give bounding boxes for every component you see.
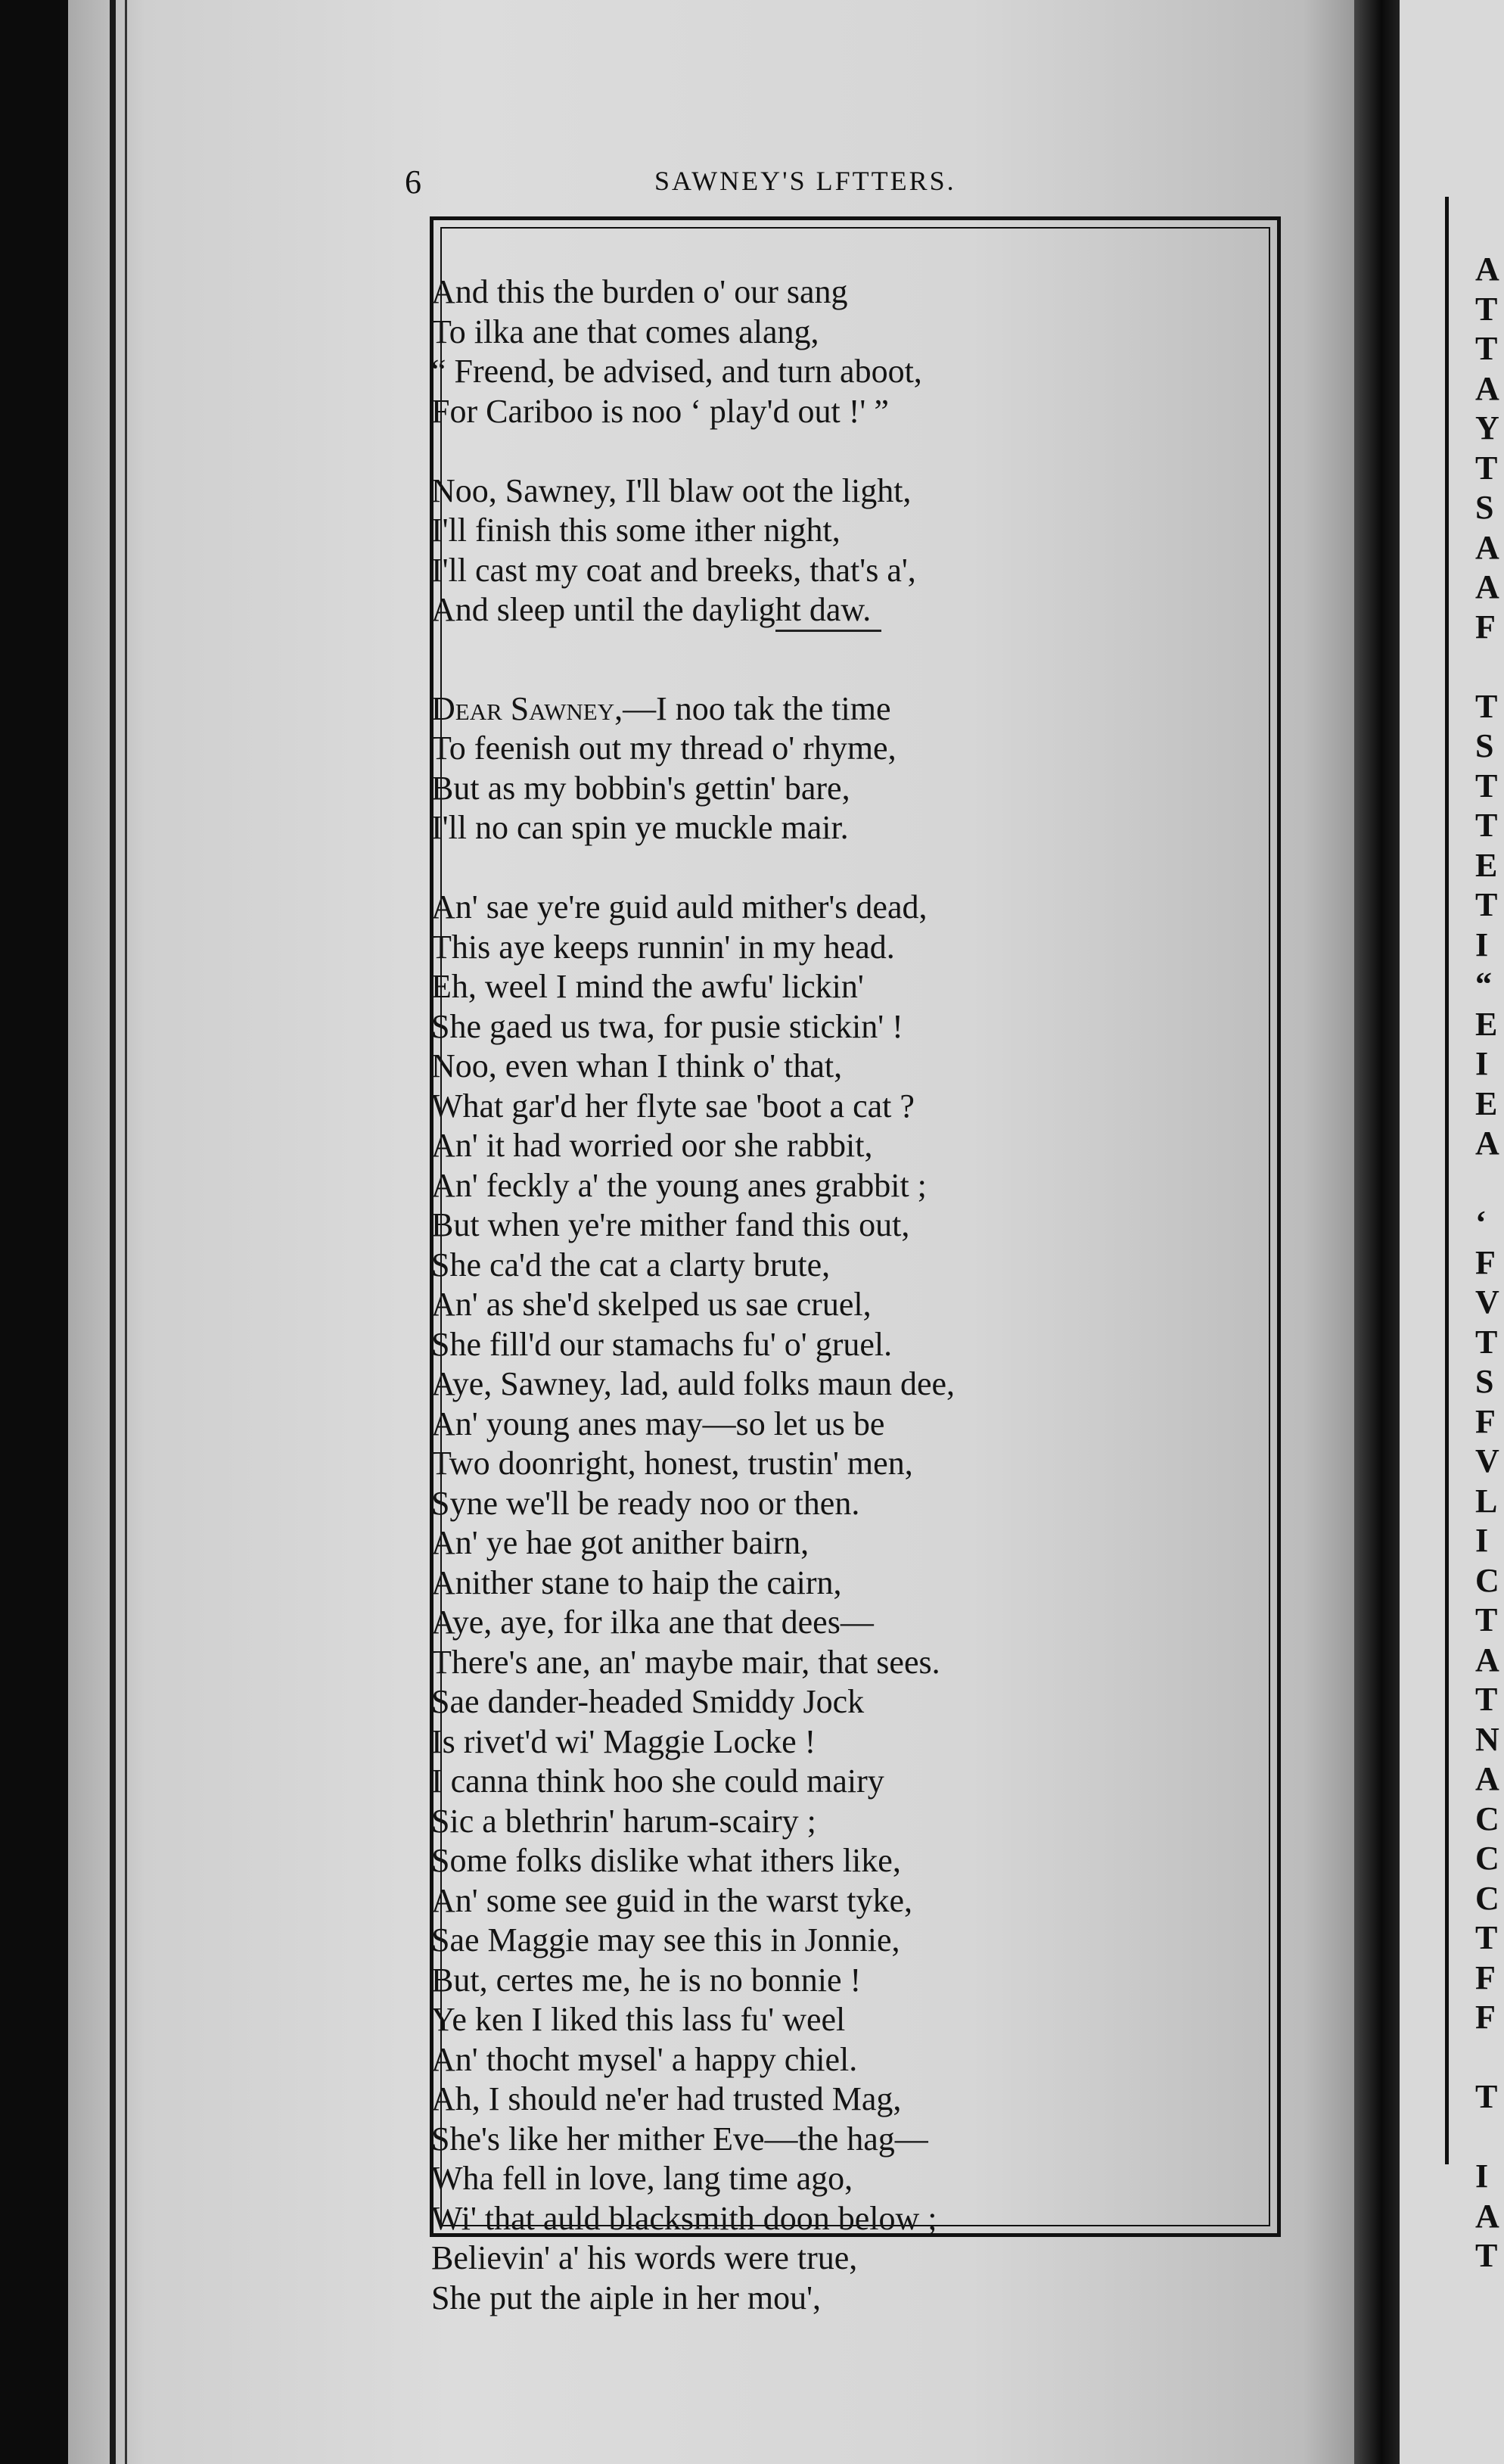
verse-line: An' some see guid in the warst tyke, (431, 1881, 913, 1919)
book-gutter (1354, 0, 1400, 2464)
facing-page-letter: T (1475, 2237, 1498, 2274)
poem-body (431, 272, 1263, 2318)
page-number: 6 (405, 163, 421, 201)
facing-page-letter: V (1475, 1442, 1499, 1479)
facing-page-letter: S (1475, 489, 1494, 526)
verse-line: She put the aiple in her mou', (431, 2279, 822, 2316)
facing-page-letter: ‘ (1475, 1204, 1487, 1241)
verse-line: Sae Maggie may see this in Jonnie, (431, 1921, 900, 1958)
verse-line: An' sae ye're guid auld mither's dead, (431, 888, 928, 926)
facing-page-letter: T (1475, 1919, 1498, 1956)
facing-page-letter: A (1475, 250, 1499, 288)
page-edge-rule-inner (125, 0, 127, 2464)
verse-line: Some folks dislike what ithers like, (431, 1842, 901, 1879)
facing-page-letter: I (1475, 2158, 1489, 2195)
facing-page-letter: C (1475, 1840, 1499, 1877)
verse-line: There's ane, an' maybe mair, that sees. (431, 1643, 940, 1681)
verse-line: But, certes me, he is no bonnie ! (431, 1961, 862, 1999)
page-edge-rule (110, 0, 116, 2464)
facing-page-letter: S (1475, 1363, 1494, 1400)
verse-line: Noo, Sawney, I'll blaw oot the light, (431, 471, 912, 509)
stanza-3 (431, 689, 1263, 848)
verse-line: She gaed us twa, for pusie stickin' ! (431, 1007, 903, 1045)
facing-page-letter: T (1475, 449, 1498, 487)
facing-page-letter: E (1475, 1084, 1498, 1122)
stanza-2 (431, 471, 1263, 630)
verse-line: I'll no can spin ye muckle mair. (431, 809, 849, 846)
stanza-1 (431, 272, 1263, 431)
verse-line: I'll finish this some ither night, (431, 512, 841, 549)
facing-page-letter: F (1475, 1243, 1496, 1281)
facing-page-letter: C (1475, 1561, 1499, 1599)
verse-line: An' feckly a' the young anes grabbit ; (431, 1166, 927, 1204)
verse-line: And sleep until the daylight daw. (431, 591, 872, 628)
verse-line: An' ye hae got anither bairn, (431, 1524, 809, 1561)
facing-page-letter: F (1475, 608, 1496, 646)
verse-line: Noo, even whan I think o' that, (431, 1047, 843, 1084)
facing-page-letter: T (1475, 2078, 1498, 2115)
verse-line: Wi' that auld blacksmith doon below ; (431, 2199, 937, 2237)
facing-page-letter: T (1475, 807, 1498, 844)
verse-line: But when ye're mither fand this out, (431, 1206, 910, 1243)
verse-line: Syne we'll be ready noo or then. (431, 1484, 860, 1522)
facing-page-letter: T (1475, 767, 1498, 804)
facing-page-letter: T (1475, 886, 1498, 923)
section-divider (775, 630, 881, 632)
verse-line: This aye keeps runnin' in my head. (431, 928, 895, 966)
facing-page-cropped-text (1475, 250, 1504, 2276)
facing-page-letter: N (1475, 1720, 1499, 1758)
facing-page-letter: A (1475, 2197, 1499, 2235)
verse-line: She fill'd our stamachs fu' o' gruel. (431, 1325, 893, 1363)
verse-line: To feenish out my thread o' rhyme, (431, 730, 896, 767)
facing-page-letter: T (1475, 1323, 1498, 1361)
facing-page-letter: T (1475, 1681, 1498, 1718)
verse-line: An' it had worried oor she rabbit, (431, 1127, 873, 1164)
verse-line: Aye, Sawney, lad, auld folks maun dee, (431, 1365, 956, 1402)
facing-page-letter: T (1475, 290, 1498, 328)
verse-line: Is rivet'd wi' Maggie Locke ! (431, 1722, 816, 1760)
verse-line: To ilka ane that comes alang, (431, 313, 819, 350)
facing-page-letter: T (1475, 1601, 1498, 1638)
facing-page-letter: C (1475, 1879, 1499, 1917)
facing-page-letter: “ (1475, 966, 1492, 1003)
facing-page-letter: A (1475, 1125, 1499, 1162)
letter-opening-line (431, 689, 1263, 730)
verse-line: Eh, weel I mind the awfu' lickin' (431, 968, 864, 1005)
facing-page-letter: A (1475, 1760, 1499, 1797)
facing-page-letter (1475, 2038, 1504, 2078)
facing-page-border (1445, 197, 1449, 2164)
verse-line: I canna think hoo she could mairy (431, 1762, 884, 1800)
facing-page-letter: A (1475, 1641, 1499, 1678)
verse-line: For Cariboo is noo ‘ play'd out !' ” (431, 392, 889, 430)
verse-line: Wha fell in love, lang time ago, (431, 2160, 853, 2197)
facing-page-letter: T (1475, 330, 1498, 367)
verse-line: She's like her mither Eve—the hag— (431, 2120, 928, 2158)
verse-line: “ Freend, be advised, and turn aboot, (431, 353, 922, 390)
facing-page-letter (1475, 2117, 1504, 2158)
verse-line: I'll cast my coat and breeks, that's a', (431, 551, 916, 589)
verse-line: Believin' a' his words were true, (431, 2239, 858, 2276)
verse-line: Ah, I should ne'er had trusted Mag, (431, 2080, 902, 2117)
facing-page-letter (1475, 647, 1504, 687)
verse-line: Anither stane to haip the cairn, (431, 1563, 842, 1601)
facing-page-letter: V (1475, 1283, 1499, 1321)
verse-line: What gar'd her flyte sae 'boot a cat ? (431, 1087, 915, 1125)
facing-page-letter: I (1475, 926, 1489, 963)
verse-line: Sae dander-headed Smiddy Jock (431, 1683, 865, 1720)
verse-line: An' as she'd skelped us sae cruel, (431, 1286, 872, 1323)
verse-line: Sic a blethrin' harum-scairy ; (431, 1802, 816, 1840)
facing-page-letter: I (1475, 1045, 1489, 1082)
verse-line: Aye, aye, for ilka ane that dees— (431, 1604, 874, 1641)
verse-line: Two doonright, honest, trustin' men, (431, 1445, 913, 1482)
verse-line: Ye ken I liked this lass fu' weel (431, 2001, 846, 2038)
verse-line: But as my bobbin's gettin' bare, (431, 769, 850, 807)
facing-page-letter: F (1475, 1402, 1496, 1440)
verse-line: An' thocht mysel' a happy chiel. (431, 2040, 858, 2078)
stanza-4 (431, 888, 1263, 2318)
facing-page-letter: T (1475, 687, 1498, 725)
running-head: SAWNEY'S LFTTERS. (654, 166, 956, 196)
facing-page-letter: I (1475, 1522, 1489, 1559)
facing-page-letter: F (1475, 1999, 1496, 2036)
verse-line: And this the burden o' our sang (431, 273, 848, 310)
salutation-continuation: —I noo tak the time (623, 689, 891, 727)
facing-page-letter (1475, 1164, 1504, 1204)
verse-line: An' young anes may—so let us be (431, 1405, 885, 1442)
facing-page-letter: L (1475, 1482, 1498, 1520)
facing-page-letter: Y (1475, 409, 1499, 446)
facing-page-letter: A (1475, 369, 1499, 407)
facing-page-letter: E (1475, 1005, 1498, 1043)
facing-page-letter: F (1475, 1958, 1496, 1996)
verse-line: She ca'd the cat a clarty brute, (431, 1246, 831, 1283)
facing-page-letter: E (1475, 846, 1498, 884)
facing-page-letter: A (1475, 568, 1499, 605)
salutation: Dear Sawney, (431, 689, 623, 727)
facing-page-letter: S (1475, 727, 1494, 764)
facing-page-letter: C (1475, 1800, 1499, 1837)
facing-page-letter: A (1475, 528, 1499, 566)
